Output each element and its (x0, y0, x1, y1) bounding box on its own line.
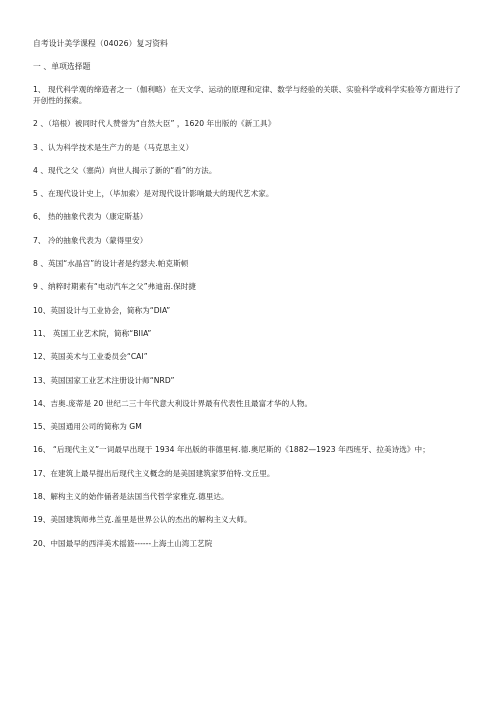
document-title: 自考设计美学课程（04026）复习资料 (33, 39, 168, 48)
list-item: 16、 “后现代主义”一词最早出现于 1934 年出版的菲德里柯.德.奥尼斯的《1882—1923 年西班牙、拉美诗选》中； (33, 445, 430, 455)
list-item: 20、中国最早的西洋美术摇篮------上海土山湾工艺院 (33, 538, 213, 548)
list-item: 15、美国通用公司的简称为 GM (33, 422, 142, 432)
list-item: 2 、（培根）被同时代人赞誉为“自然大臣” ，1620 年出版的《新工具》 (33, 119, 276, 129)
document-content (33, 38, 463, 561)
list-item: 5 、在现代设计史上，（毕加索）是对现代设计影响最大的现代艺术家。 (33, 189, 274, 199)
list-item: 6、 热的抽象代表为（康定斯基） (33, 212, 148, 222)
list-item: 1、 现代科学观的缔造者之一（伽利略）在天文学、运动的原理和定律、数学与经验的关联、实验科学或科学实验等方面进行了开创性的探索。 (33, 85, 461, 105)
list-item: 13、英国国家工业艺术注册设计师“NRD” (33, 375, 175, 385)
list-item: 4 、现代之父（塞尚）向世人揭示了新的“看”的方法。 (33, 165, 217, 175)
list-item: 19、美国建筑师弗兰克.盖里是世界公认的杰出的解构主义大师。 (33, 515, 252, 525)
list-item: 17、在建筑上最早提出后现代主义概念的是美国建筑家罗伯特.文丘里。 (33, 468, 275, 478)
list-item: 18、解构主义的始作俑者是法国当代哲学家雅克.德里达。 (33, 492, 229, 502)
list-item: 8 、英国“水晶宫”的设计者是约瑟夫.帕克斯顿 (33, 259, 189, 269)
list-item: 3 、认为科学技术是生产力的是（马克思主义） (33, 142, 194, 152)
list-item: 7、 冷的抽象代表为（蒙得里安） (33, 235, 148, 245)
section-heading: 一 、单项选择题 (33, 62, 91, 71)
list-item: 10、英国设计与工业协会，简称为“DIA” (33, 305, 171, 315)
list-item: 12、英国美术与工业委员会“CAI” (33, 352, 148, 362)
list-item: 11、 英国工业艺术院，简称“BIIA” (33, 328, 152, 338)
list-item: 14、吉奥.庞蒂是 20 世纪二三十年代意大利设计界最有代表性且最富才华的人物。 (33, 398, 313, 408)
list-item: 9 、纳粹时期素有“电动汽车之父”弗迪南.保时捷 (33, 282, 197, 292)
